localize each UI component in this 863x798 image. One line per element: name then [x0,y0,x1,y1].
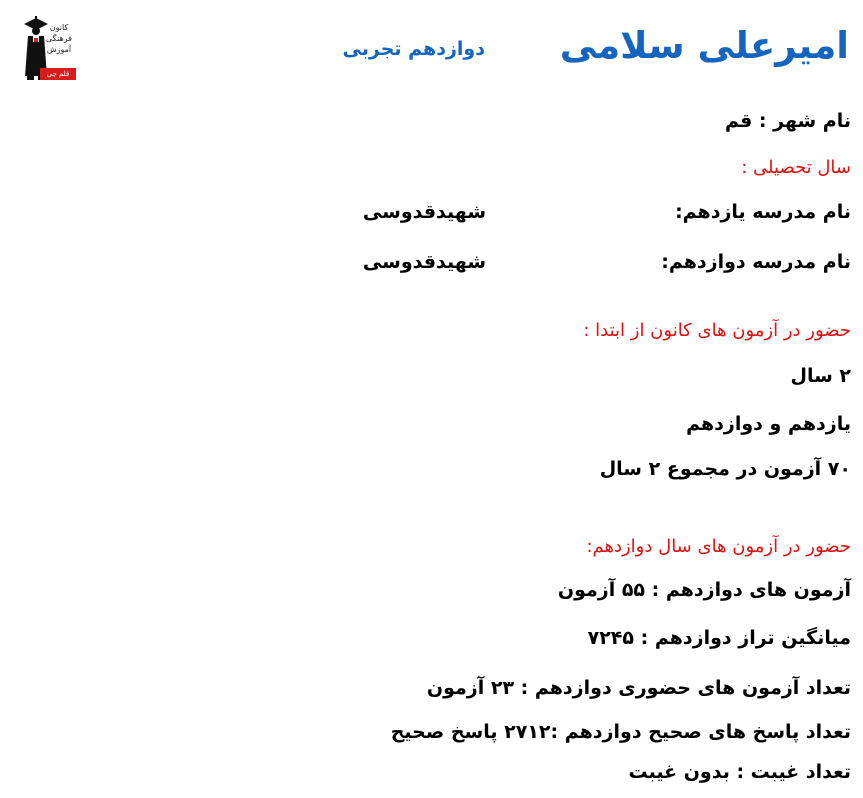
attendance-12-heading: حضور در آزمون های سال دوازدهم: [586,536,851,557]
exam-count-line: آزمون های دوازدهم : ۵۵ آزمون [557,579,851,601]
school-11-value: شهیدقدوسی [362,201,486,223]
academic-year-label: سال تحصیلی : [741,157,851,178]
school-12-label: نام مدرسه دوازدهم: [661,251,851,273]
city-line: نام شهر : قم [724,110,851,132]
logo-line-2: فرهنگی [46,34,72,43]
average-score-line: میانگین تراز دوازدهم : ۷۲۴۵ [587,627,851,649]
logo-line-3: آموزش [46,45,72,54]
attendance-total-heading: حضور در آزمون های کانون از ابتدا : [583,320,851,341]
in-person-exams-line: تعداد آزمون های حضوری دوازدهم : ۲۳ آزمون [426,677,851,699]
logo-badge: قلم چی [40,68,76,80]
attendance-grades: یازدهم و دوازدهم [686,413,851,435]
attendance-exams: ۷۰ آزمون در مجموع ۲ سال [599,458,851,480]
absences-line: تعداد غیبت : بدون غیبت [628,761,851,783]
correct-answers-line: تعداد پاسخ های صحیح دوازدهم :۲۷۱۲ پاسخ صحیح [390,721,851,743]
student-name: امیرعلی سلامی [559,24,849,67]
attendance-years: ۲ سال [790,365,851,387]
school-11-label: نام مدرسه یازدهم: [675,201,851,223]
school-12-value: شهیدقدوسی [362,251,486,273]
logo-text [40,22,78,55]
logo-line-1: کانون [49,23,69,32]
grade-label: دوازدهم تجربی [342,38,485,60]
